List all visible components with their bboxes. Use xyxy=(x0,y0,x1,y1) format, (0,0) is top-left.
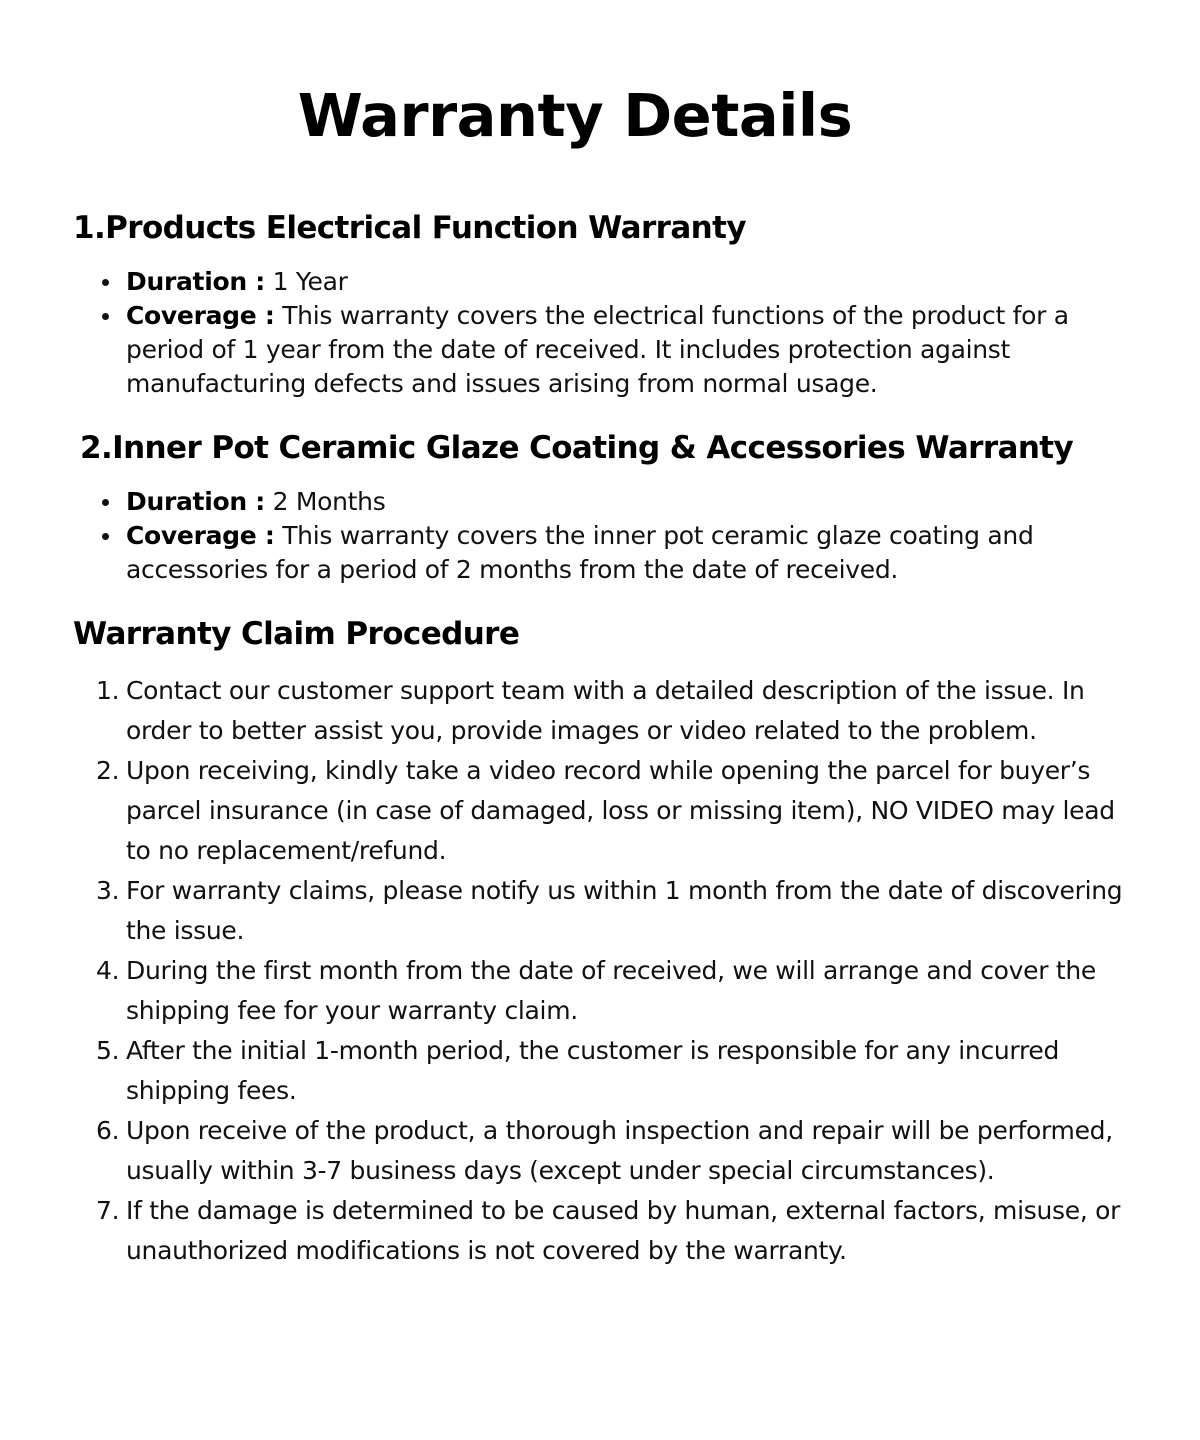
step-text: Contact our customer support team with a detailed description of the issue. In order to better assist you, provide images or video related to the problem. xyxy=(126,676,1085,745)
duration-item xyxy=(0,485,1126,519)
section-heading-electrical-warranty: 1.Products Electrical Function Warranty xyxy=(73,210,746,246)
procedure-step xyxy=(0,671,1126,751)
step-number: 3. xyxy=(96,876,120,905)
coverage-item xyxy=(0,519,1126,587)
coverage-text: This warranty covers the electrical functions of the product for a period of 1 year from the date of received. It includes protection against manufacturing defects and issues arising from normal usage. xyxy=(126,301,1069,398)
page-title: Warranty Details xyxy=(297,81,853,150)
bullet-dot xyxy=(102,313,109,320)
procedure-step xyxy=(0,1031,1126,1111)
procedure-step xyxy=(0,951,1126,1031)
step-text: Upon receive of the product, a thorough inspection and repair will be performed, usually within 3-7 business days (except under special circumstances). xyxy=(126,1116,1113,1185)
coverage-label: Coverage : xyxy=(126,301,275,330)
step-text: If the damage is determined to be caused by human, external factors, misuse, or unauthorized modifications is not covered by the warranty. xyxy=(126,1196,1121,1265)
step-number: 7. xyxy=(96,1196,120,1225)
procedure-step xyxy=(0,1111,1126,1191)
procedure-step xyxy=(0,751,1126,871)
inner-pot-warranty-details xyxy=(0,485,1126,587)
step-number: 4. xyxy=(96,956,120,985)
bullet-dot xyxy=(102,533,109,540)
coverage-label: Coverage : xyxy=(126,521,275,550)
duration-value: 1 Year xyxy=(272,267,348,296)
section-heading-inner-pot-warranty: 2.Inner Pot Ceramic Glaze Coating & Accessories Warranty xyxy=(80,430,1074,466)
bullet-dot xyxy=(102,279,109,286)
procedure-step xyxy=(0,1191,1126,1271)
duration-label: Duration : xyxy=(126,487,265,516)
electrical-warranty-details xyxy=(0,265,1126,401)
procedure-step xyxy=(0,871,1126,951)
coverage-text: This warranty covers the inner pot ceramic glaze coating and accessories for a period of 2 months from the date of received. xyxy=(126,521,1034,584)
duration-label: Duration : xyxy=(126,267,265,296)
duration-value: 2 Months xyxy=(272,487,386,516)
step-text: For warranty claims, please notify us within 1 month from the date of discovering the issue. xyxy=(126,876,1123,945)
claim-procedure-steps xyxy=(0,671,1126,1271)
step-number: 2. xyxy=(96,756,120,785)
step-number: 5. xyxy=(96,1036,120,1065)
step-number: 1. xyxy=(96,676,120,705)
step-text: Upon receiving, kindly take a video record while opening the parcel for buyer’s parcel insurance (in case of damaged, loss or missing item), NO VIDEO may lead to no replacement/refund. xyxy=(126,756,1115,865)
section-heading-claim-procedure: Warranty Claim Procedure xyxy=(73,616,520,652)
coverage-item xyxy=(0,299,1126,401)
duration-item xyxy=(0,265,1126,299)
step-text: After the initial 1-month period, the customer is responsible for any incurred shipping fees. xyxy=(126,1036,1060,1105)
bullet-dot xyxy=(102,499,109,506)
step-number: 6. xyxy=(96,1116,120,1145)
step-text: During the first month from the date of received, we will arrange and cover the shipping fee for your warranty claim. xyxy=(126,956,1096,1025)
